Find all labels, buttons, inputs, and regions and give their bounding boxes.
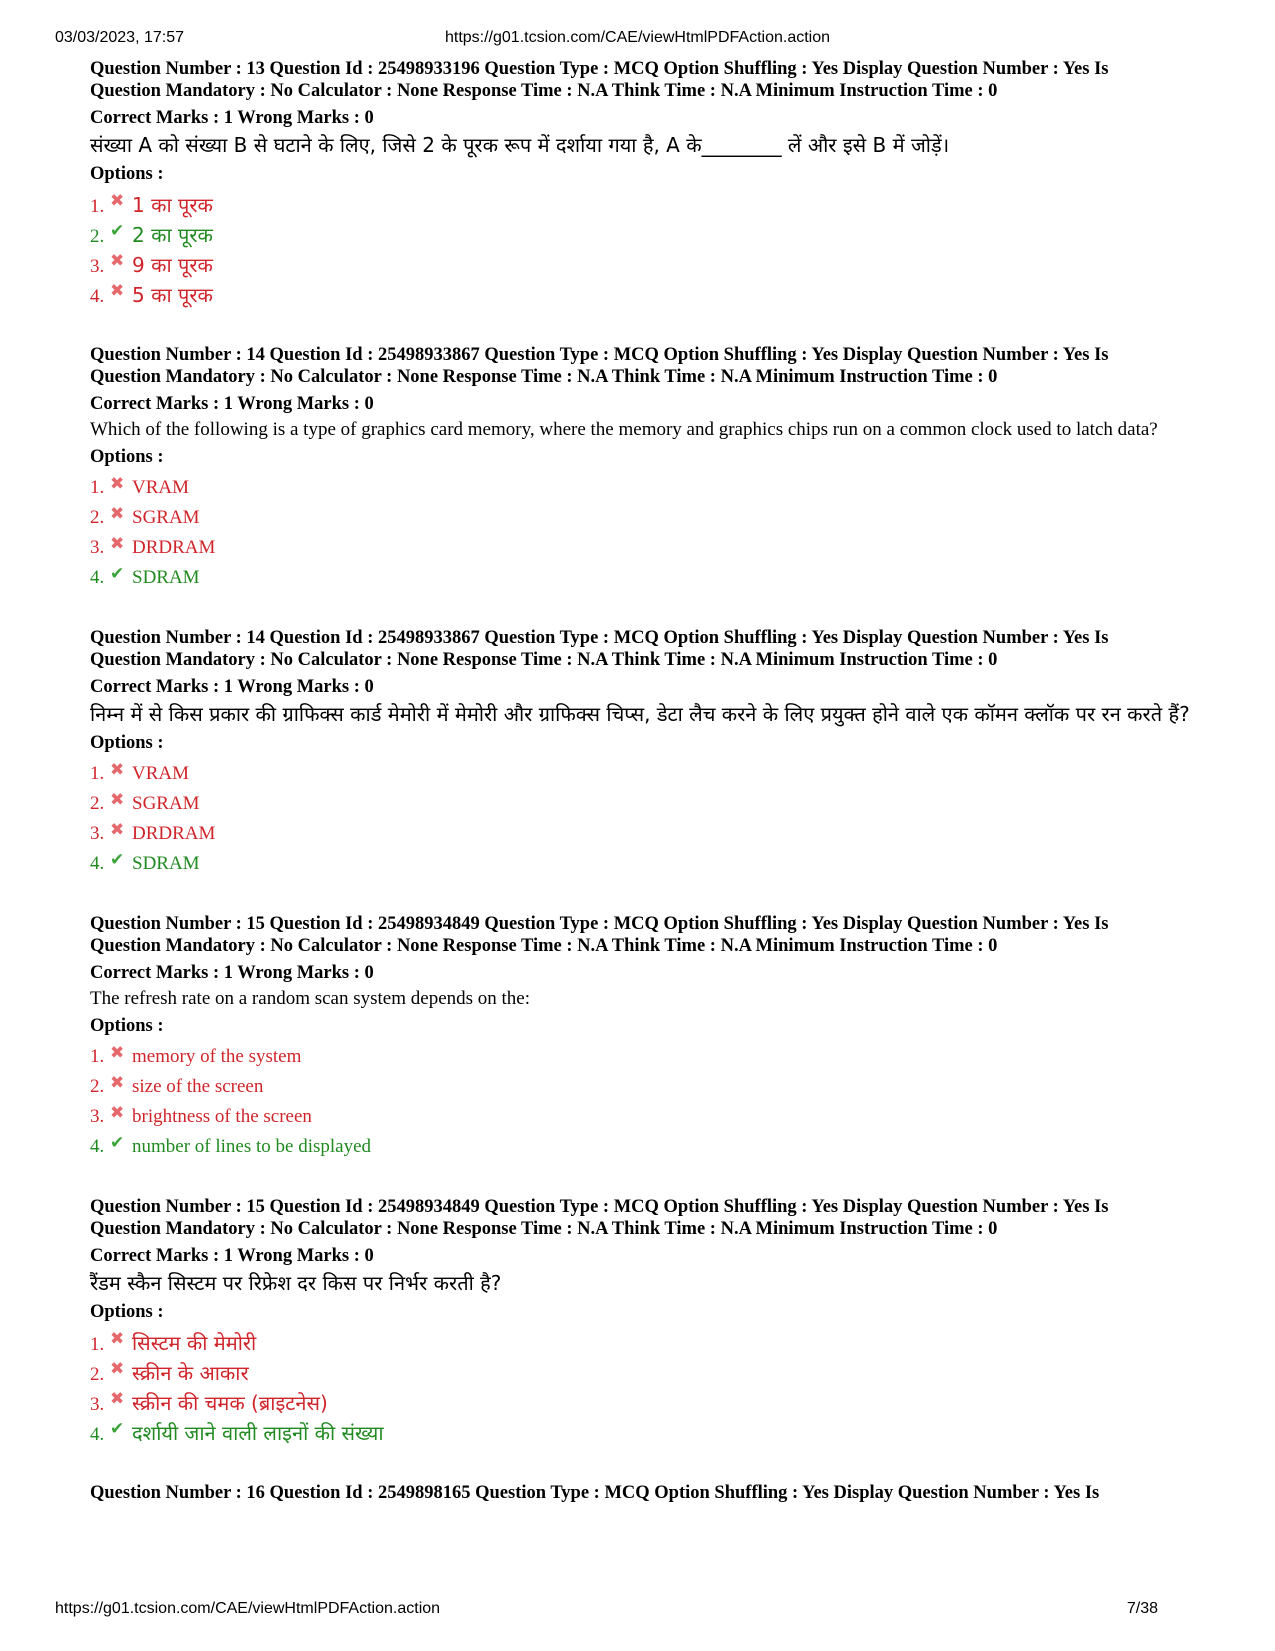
- option-text: VRAM: [132, 477, 190, 498]
- option-text: DRDRAM: [132, 823, 216, 844]
- question-meta-line-1: Question Number : 13 Question Id : 25498933196 Question Type : MCQ Option Shuffling : Yes Display Question Number : Yes Is: [90, 59, 1109, 79]
- option-text: सिस्टम की मेमोरी: [132, 1331, 257, 1355]
- cross-mark-icon: ✖: [110, 1329, 125, 1349]
- option-item: [90, 759, 1200, 789]
- option-number: 1.: [90, 763, 105, 784]
- cross-mark-icon: ✖: [110, 790, 125, 810]
- option-text: memory of the system: [132, 1046, 302, 1067]
- option-number: 4.: [90, 1424, 105, 1445]
- question-meta-line-1: Question Number : 15 Question Id : 25498934849 Question Type : MCQ Option Shuffling : Yes Display Question Number : Yes Is: [90, 914, 1109, 934]
- cross-mark-icon: ✖: [110, 534, 125, 554]
- question-paper: [90, 58, 1200, 1504]
- print-datetime: 03/03/2023, 17:57: [55, 29, 185, 46]
- check-mark-icon: ✔: [110, 1419, 125, 1439]
- option-text: SDRAM: [132, 853, 200, 874]
- options-list: [90, 759, 1200, 879]
- option-number: 3.: [90, 823, 105, 844]
- option-text: स्क्रीन की चमक (ब्राइटनेस): [132, 1391, 328, 1415]
- option-item: [90, 280, 1200, 310]
- option-item: [90, 503, 1200, 533]
- question-meta-line-1: Question Number : 14 Question Id : 25498933867 Question Type : MCQ Option Shuffling : Yes Display Question Number : Yes Is: [90, 628, 1109, 648]
- option-number: 3.: [90, 1106, 105, 1127]
- option-item: [90, 1042, 1200, 1072]
- option-item: [90, 1388, 1200, 1418]
- options-list: [90, 190, 1200, 310]
- check-mark-icon: ✔: [110, 564, 125, 584]
- question-text: Which of the following is a type of graphics card memory, where the memory and graphics chips run on a common clock used to latch data?: [90, 419, 1158, 440]
- cross-mark-icon: ✖: [110, 1043, 125, 1063]
- option-number: 3.: [90, 537, 105, 558]
- option-number: 4.: [90, 853, 105, 874]
- question-marks: Correct Marks : 1 Wrong Marks : 0: [90, 963, 374, 983]
- option-text: VRAM: [132, 763, 190, 784]
- question-marks: Correct Marks : 1 Wrong Marks : 0: [90, 677, 374, 697]
- footer-url: https://g01.tcsion.com/CAE/viewHtmlPDFAction.action: [55, 1600, 441, 1617]
- option-item: [90, 849, 1200, 879]
- cross-mark-icon: ✖: [110, 251, 125, 271]
- cross-mark-icon: ✖: [110, 504, 125, 524]
- option-item: [90, 250, 1200, 280]
- question-block: [90, 913, 1200, 1162]
- option-item: [90, 1418, 1200, 1448]
- question-block: [90, 627, 1200, 879]
- question-text: संख्या A को संख्या B से घटाने के लिए, जिसे 2 के पूरक रूप में दर्शाया गया है, A के________ लें और इसे B में जोड़ें।: [90, 133, 950, 157]
- option-text: 1 का पूरक: [132, 193, 213, 217]
- option-number: 3.: [90, 256, 105, 277]
- option-number: 4.: [90, 286, 105, 307]
- option-text: 9 का पूरक: [132, 253, 213, 277]
- option-item: [90, 1102, 1200, 1132]
- question-meta-line-1: Question Number : 14 Question Id : 25498933867 Question Type : MCQ Option Shuffling : Yes Display Question Number : Yes Is: [90, 345, 1109, 365]
- option-item: [90, 789, 1200, 819]
- option-item: [90, 533, 1200, 563]
- question-meta-line-1: Question Number : 15 Question Id : 25498934849 Question Type : MCQ Option Shuffling : Yes Display Question Number : Yes Is: [90, 1197, 1109, 1217]
- option-text: स्क्रीन के आकार: [132, 1361, 249, 1385]
- question-block: [90, 1482, 1200, 1504]
- question-meta-line-1: Question Number : 16 Question Id : 2549898165 Question Type : MCQ Option Shuffling : Yes Display Question Number : Yes Is: [90, 1483, 1100, 1503]
- option-text: brightness of the screen: [132, 1106, 312, 1127]
- option-number: 1.: [90, 477, 105, 498]
- question-block: [90, 1196, 1200, 1448]
- options-list: [90, 1042, 1200, 1162]
- options-label: Options :: [90, 447, 164, 467]
- options-label: Options :: [90, 164, 164, 184]
- check-mark-icon: ✔: [110, 850, 125, 870]
- cross-mark-icon: ✖: [110, 1103, 125, 1123]
- option-text: SDRAM: [132, 567, 200, 588]
- cross-mark-icon: ✖: [110, 1359, 125, 1379]
- question-marks: Correct Marks : 1 Wrong Marks : 0: [90, 1246, 374, 1266]
- option-number: 2.: [90, 507, 105, 528]
- cross-mark-icon: ✖: [110, 1389, 125, 1409]
- question-meta-line-2: Question Mandatory : No Calculator : None Response Time : N.A Think Time : N.A Minimum Instruction Time : 0: [90, 936, 998, 956]
- question-marks: Correct Marks : 1 Wrong Marks : 0: [90, 394, 374, 414]
- option-number: 2.: [90, 226, 105, 247]
- check-mark-icon: ✔: [110, 221, 125, 241]
- question-text: The refresh rate on a random scan system depends on the:: [90, 988, 531, 1009]
- option-text: 2 का पूरक: [132, 223, 213, 247]
- option-text: SGRAM: [132, 507, 200, 528]
- option-text: SGRAM: [132, 793, 200, 814]
- option-number: 2.: [90, 793, 105, 814]
- option-item: [90, 190, 1200, 220]
- option-item: [90, 473, 1200, 503]
- page-number: 7/38: [1126, 1600, 1158, 1617]
- option-item: [90, 1072, 1200, 1102]
- options-list: [90, 473, 1200, 593]
- question-text: रैंडम स्कैन सिस्टम पर रिफ्रेश दर किस पर निर्भर करती है?: [90, 1271, 502, 1295]
- option-text: DRDRAM: [132, 537, 216, 558]
- option-item: [90, 819, 1200, 849]
- question-block: [90, 58, 1200, 310]
- option-item: [90, 220, 1200, 250]
- option-number: 2.: [90, 1076, 105, 1097]
- option-text: number of lines to be displayed: [132, 1136, 372, 1157]
- question-text: निम्न में से किस प्रकार की ग्राफिक्स कार्ड मेमोरी में मेमोरी और ग्राफिक्स चिप्स, डेटा लैच करने के लिए प्रयुक्त होने वाले एक कॉमन क्लॉक पर रन करते हैं?: [90, 702, 1190, 726]
- print-footer: [0, 1600, 1275, 1622]
- options-label: Options :: [90, 733, 164, 753]
- option-item: [90, 563, 1200, 593]
- question-meta-line-2: Question Mandatory : No Calculator : None Response Time : N.A Think Time : N.A Minimum Instruction Time : 0: [90, 650, 998, 670]
- cross-mark-icon: ✖: [110, 191, 125, 211]
- print-header: [0, 29, 1275, 51]
- option-number: 4.: [90, 1136, 105, 1157]
- question-marks: Correct Marks : 1 Wrong Marks : 0: [90, 108, 374, 128]
- option-item: [90, 1358, 1200, 1388]
- option-number: 1.: [90, 1046, 105, 1067]
- option-number: 1.: [90, 196, 105, 217]
- option-number: 4.: [90, 567, 105, 588]
- cross-mark-icon: ✖: [110, 820, 125, 840]
- options-label: Options :: [90, 1302, 164, 1322]
- option-item: [90, 1328, 1200, 1358]
- question-meta-line-2: Question Mandatory : No Calculator : None Response Time : N.A Think Time : N.A Minimum Instruction Time : 0: [90, 367, 998, 387]
- option-number: 2.: [90, 1364, 105, 1385]
- option-number: 3.: [90, 1394, 105, 1415]
- cross-mark-icon: ✖: [110, 281, 125, 301]
- check-mark-icon: ✔: [110, 1133, 125, 1153]
- question-meta-line-2: Question Mandatory : No Calculator : None Response Time : N.A Think Time : N.A Minimum Instruction Time : 0: [90, 81, 998, 101]
- option-text: size of the screen: [132, 1076, 264, 1097]
- options-list: [90, 1328, 1200, 1448]
- option-number: 1.: [90, 1334, 105, 1355]
- option-item: [90, 1132, 1200, 1162]
- option-text: दर्शायी जाने वाली लाइनों की संख्या: [132, 1421, 384, 1445]
- cross-mark-icon: ✖: [110, 1073, 125, 1093]
- option-text: 5 का पूरक: [132, 283, 213, 307]
- print-url: https://g01.tcsion.com/CAE/viewHtmlPDFAction.action: [444, 29, 831, 46]
- cross-mark-icon: ✖: [110, 760, 125, 780]
- options-label: Options :: [90, 1016, 164, 1036]
- cross-mark-icon: ✖: [110, 474, 125, 494]
- question-meta-line-2: Question Mandatory : No Calculator : None Response Time : N.A Think Time : N.A Minimum Instruction Time : 0: [90, 1219, 998, 1239]
- question-block: [90, 344, 1200, 593]
